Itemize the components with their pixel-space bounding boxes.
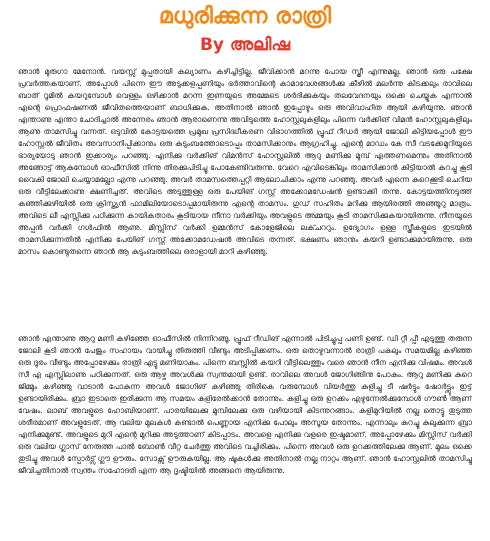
story-title: മധുരിക്കുന്ന രാത്രി [158,4,332,29]
story-paragraph-1: ഞാൻ മുരുഗാ മേനോൻ. വയസ്സ് മുപ്പതായി കല്യാണം കഴിച്ചിട്ടില്ല. ജീവിക്കാൻ മറന്നു പോയ സ്ത്രീ എന്നുമല്ല. ഞാൻ ഒരു പക്ഷേ പ്രവർത്തകയാണ്. അപ്പോൾ പിന്നെ ഈ അടുക്കളപ്പണിയും ഭർത്താവിന്റെ കാമാവേശങ്ങൾക്കു കീഴിൽ മലർന്നു കിടക്കലും രാവിലെ ബാത് റൂമിൽ കയറുമ്പോൾ വെള്ളം ഒഴിക്കാൻ മറന്ന ഇണയുടെ അമ്മേടെ ശർദിക്കുകയും തലവേദനയും ഒക്കെ ചെയ്യുക എന്നാൽ എന്റെ പ്രൊഫഷണൽ ജീവിതത്തെയാണ് ബാധിക്കുക. അതിനാൽ ഞാൻ ഇപ്പോഴും ഒരു അവിവാഹിത ആയി കഴിയുന്നു. ഞാൻ എന്താണു എന്താ ചോദിച്ചാൽ അന്നേരം ഞാൻ ആരാണെന്നു അവിടുത്തെ ഹോസ്റ്റലുകളിലും പിന്നെ വർക്കിങ് വിമൻ ഹോസ്റ്റലുകളിലും ആണു താമസിച്ചു വന്നത്. ഒടുവിൽ കോട്ടയത്തെ പ്രമുഖ പ്രസിദ്ധീകരണ വിഭാഗത്തിൽ പ്രൂഫ് റീഡർ ആയി ജോലി കിട്ടിയപ്പോൾ ഈ ഹോസ്റ്റൽ ജീവിതം അവസാനിപ്പിക്കാനും ഒരു കുടുംബത്തോടൊപ്പം താമസിക്കാനും ആഗ്രഹിച്ചു. എന്റെ മാഡം കേ സീ വടക്കേമുറിയുടെ ഭാര്യയോടു ഞാൻ ഇക്കാര്യം പറഞ്ഞു. എനിക്കു വർക്കിങ് വിമൻസ് ഹോസ്റ്റലിൽ ആറു മണിക്കു മുമ്പ് എത്തണമെന്നും അതിനാൽ അങ്ങോട്ട് ആകുമ്പോൾ ഓഫീസിൽ നിന്നു തിരക്കുപിടിച്ചു പോകേണ്ടിവരുന്നു. വേറെ എവിടെങ്കിലും താമസിക്കാൻ കിട്ടിയാൽ കുറച്ചു കൂടി വൈകി ജോലി ചെയ്യാമല്ലോ എന്നു പറഞ്ഞു. അവർ താമസത്തെപ്പറ്റി ആലോചിക്കാം എന്നു പറഞ്ഞു. അവർ എന്നെ കുറെക്കൂടി ചെറിയ ഒരു വീട്ടിലേക്കാണു ക്ഷണിച്ചത്. അവിടെ അടുത്തുള്ള ഒരു പേയിങ് ഗസ്റ്റ് അക്കോമഡേഷൻ ഉണ്ടാക്കി തന്നു. കോട്ടയത്തിനടുത്ത് കഞ്ഞിക്കുഴിയിൽ ഒരു ക്രിസ്ത്യൻ ഫാമിലിയോടൊപ്പമായിരുന്നു എന്റെ താമസം. ഗുഡ് സഹിതം മറിക്കു ആയിരത്തി അഞ്ഞൂറു മാത്രം. അവിടെ ലീ എസ്സിക്കു പഠിക്കുന്ന കായികതാരം കൂടിയായ നീനാ വർക്കിയും അവളുടെ അമ്മയും കൂടി താമസിക്കുകയായിരുന്നു. നീനയുടെ അപ്പൻ വർക്കി ഗൾഫിൽ ആണു. മിസ്സിസ് വർക്കി ഉമ്മൻസ് കോളേജിലെ ലക്ചററും. ഉദ്യോഗം ഉള്ള സ്ത്രീകളുടെ ഇടയിൽ താമസിക്കുന്നതിൽ എനിക്കു പേയിങ് ഗസ്റ്റ് അക്കോമഡേഷൻ അവിടെ തന്നത്. ഭക്ഷണം ഞാനും കയറി ഉണ്ടാക്കുമായിരുന്നു. ഒരു മാസം കൊണ്ടുതന്നെ ഞാൻ ആ കുടുംബത്തിലെ ഒരാളായി മാറി കഴിഞ്ഞു. [18,67,472,256]
byline-prefix: By [199,35,225,55]
byline [18,34,472,56]
story-paragraph-2: ഞാൻ എന്താണു ആറു മണി കഴിഞ്ഞേ ഓഫീസിൽ നിന്നിറങ്ങൂ. പ്രൂഫ് റീഡിങ് എന്നാൽ പിടിച്ചുപ്പ പണി ഉണ്ട്. ഡി റ്റീ പ്പീ എടുത്തു തരുന്ന ജോലി കൂടി ഞാൻ പേജും സഹായം വായിച്ചു തിരുത്തി വീണ്ടും അടിപ്പിക്കണം. ഒരു തൊഴുവന്നാൽ രാത്രി പകലും സമയമില്ല കഴിഞ്ഞ ഒരു ദൂരം വീണ്ടും അപ്പോഴേക്കും രാത്രി എട്ടു മണിയാകും. പിന്നെ ബസ്സിൽ കയറി വീട്ടിലെത്തും വരെ ഞാൻ നീന എനിക്കു വിഷമം. അവൾ സീ എ എസ്സിലാണു പഠിക്കുന്നത്. ഒരു ആഴ്ച അവൾക്കു സ്വന്തമായി ഉണ്ട്. രാവിലെ അവൾ ജോഗിങ്ങിനു പോകും. ആറു മണിക്കു കുറെ ജിമ്മും കഴിഞ്ഞു വാടാൻ പോകുന്ന അവൾ ജോഗിങ് കഴിഞ്ഞു തിരികെ വരുമ്പോൾ വിയർത്തു കുളിച്ചു ടീ ഷർട്ടും ഷോർട്ട്സും ഇട്ട് ഉണ്ടായിരിക്കും. ബ്രാ ഇടാതെ ഇരിക്കുന്ന ആ സമയം കുളിരേൽക്കാൻ തോന്നും. കുളിച്ചു ഒരു ഉറക്കം എഴുന്നേൽക്കുമ്പോൾ ഗൗൺ ആണ് വേഷം. ലാബ് അവളുടെ ഹോബിയാണ്. പാരയിലേക്കു മുമ്പിലേക്കു ഒരു വഴിയായി കിടന്നുറങ്ങാം. കുളിമുറിയിൽ നല്ല തൊട്ടു തുടുത്ത ശരീരമാണ് അവളുടേത്. ആ വലിയ മുലകൾ കണ്ടാൽ പെണ്ണായ എനിക്കു പോലും അസൂയ തോന്നും. എന്നാലും കുറച്ചു കുലുക്കുന്ന ബ്രാ എനിക്കുമുണ്ട്. അവളുടെ മുറി എന്റെ മുറിക്കു അടുത്താണ് കിടപ്പാടം. അവളെ എനിക്കു വളരെ ഇഷ്ടമാണ്. അപ്പോഴേക്കും മിസ്സിസ് വർക്കി ഒരു വലിയ ഗ്ലാസ് നേരുത്ത പാൽ ബോൺ വീറ്റ ചേർത്തു അവിടെ വച്ചിരിക്കും. പിന്നെ അവൾ ഒരു ഉറക്കത്തിലേക്കു ആണ്. മുലം ഒക്കെ തുടിച്ചു അവൾ സ്പോർട്സ് ഗ്ലൗ ഊരും. സോക്സ് ഊരുകയില്ല. ആ ഷൂകൾക്കു അതിനാൽ നല്ല നാറ്റം ആണ്. ഞാൻ ഹോസ്റ്റലിൽ താമസിച്ചു ജീവിച്ചതിനാൽ സ്വന്തം സഹോദരി എന്ന ആ ദൃഷ്ടിയിൽ അങ്ങനെ ആയിരുന്നു. [18,334,472,475]
author-name: അലിഷ [230,35,291,55]
